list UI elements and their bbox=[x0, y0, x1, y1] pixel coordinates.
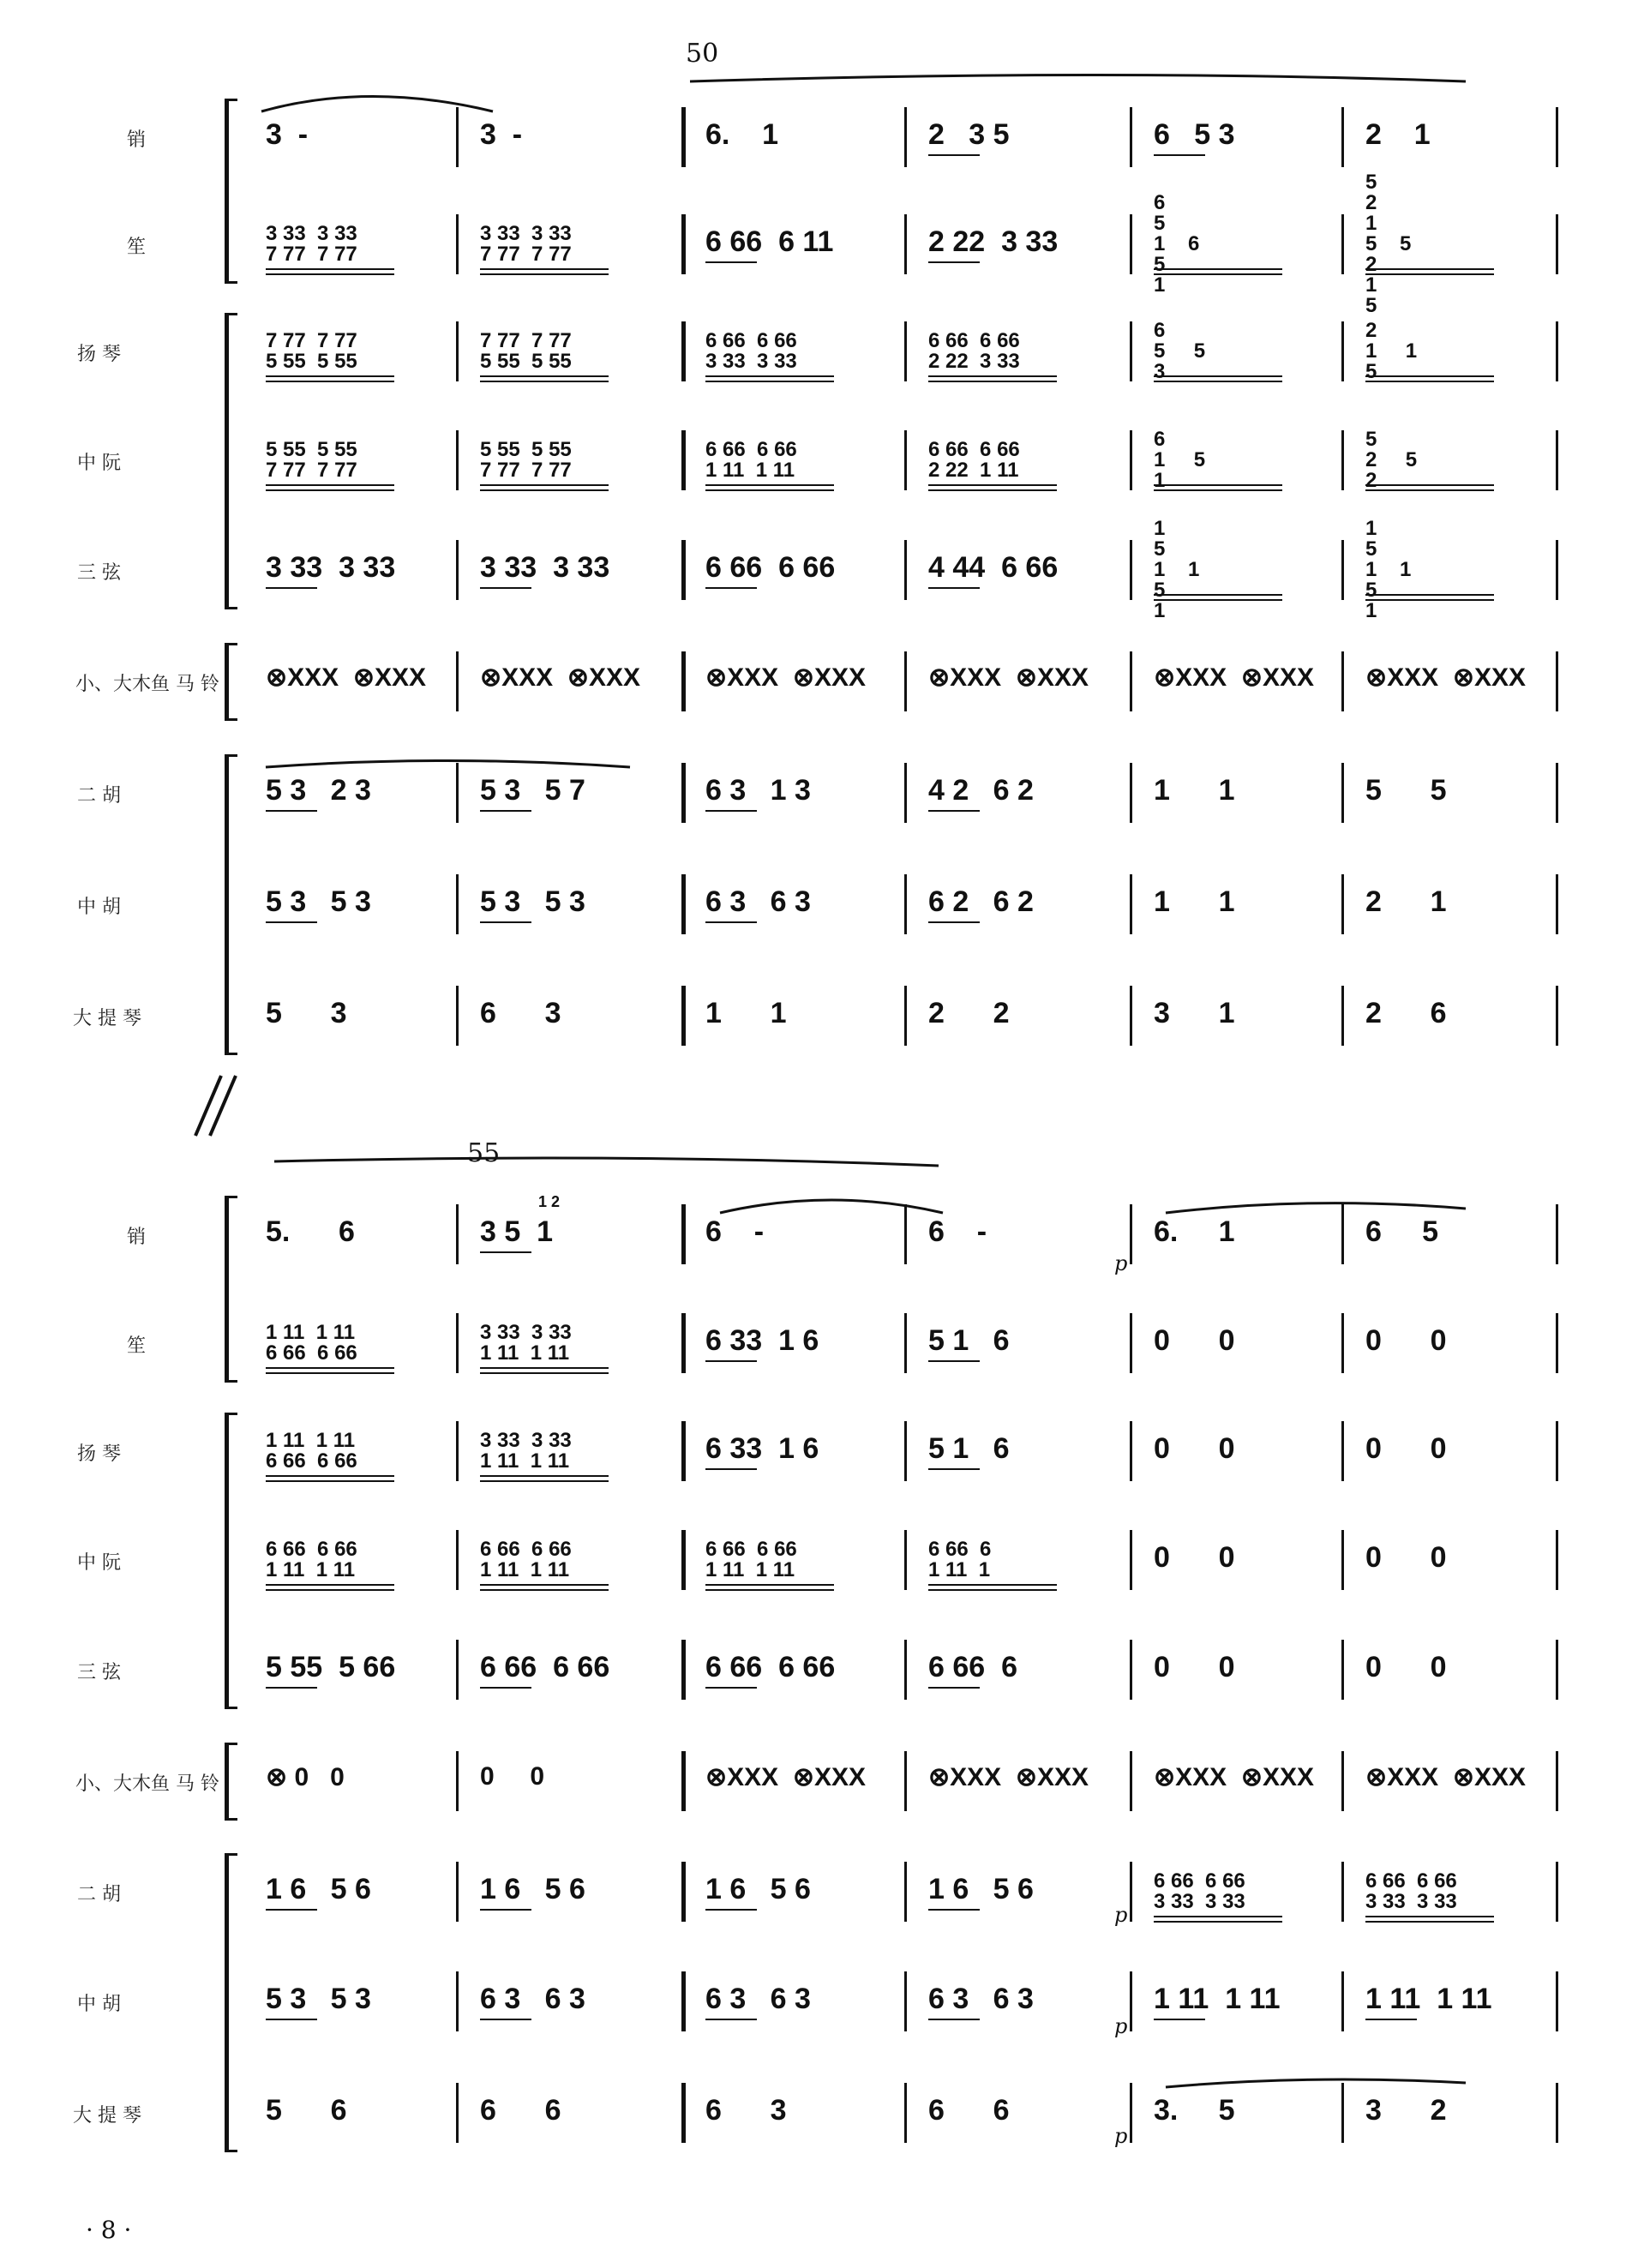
note-cell-erhu: 1 6 5 6 bbox=[705, 1873, 811, 1905]
note-cell-sanxian: 3 33 3 33 bbox=[480, 551, 610, 584]
note-cell-suona: 6 5 bbox=[1365, 1215, 1439, 1248]
note-cell-sheng: 6 5 1 6 5 1 bbox=[1154, 191, 1200, 297]
instrument-label: 中 胡 bbox=[77, 897, 121, 918]
note-cell-zhongruan: 6 66 6 66 1 11 1 11 bbox=[480, 1538, 572, 1581]
instrument-label: 二 胡 bbox=[77, 785, 121, 807]
note-cell-percussion: ⊗XXX ⊗XXX bbox=[705, 1763, 867, 1791]
note-cell-yangqin: 6 66 6 66 2 22 3 33 bbox=[928, 329, 1020, 373]
note-cell-percussion: 0 0 bbox=[480, 1762, 545, 1791]
note-cell-yangqin: 6 66 6 66 3 33 3 33 bbox=[705, 329, 797, 373]
note-cell-suona: 6 - bbox=[928, 1215, 987, 1248]
note-cell-cello: 6 3 bbox=[705, 2094, 787, 2127]
note-cell-percussion: ⊗XXX ⊗XXX bbox=[1154, 663, 1315, 692]
note-cell-erhu: 5 5 bbox=[1365, 774, 1447, 807]
note-cell-zhonghu: 1 1 bbox=[1154, 885, 1235, 918]
note-cell-sheng: 0 0 bbox=[1154, 1324, 1235, 1357]
instrument-label: 笙 bbox=[127, 1335, 147, 1357]
note-cell-percussion: ⊗XXX ⊗XXX bbox=[1365, 663, 1527, 692]
note-cell-yangqin: 0 0 bbox=[1365, 1432, 1447, 1465]
instrument-label: 销 bbox=[127, 129, 147, 151]
grace-note: 1 2 bbox=[538, 1193, 561, 1210]
dynamic-piano: p bbox=[1114, 2014, 1128, 2038]
note-cell-cello: 5 3 bbox=[266, 997, 347, 1029]
note-cell-sheng: 3 33 3 33 7 77 7 77 bbox=[266, 222, 357, 266]
note-cell-yangqin: 7 77 7 77 5 55 5 55 bbox=[480, 329, 572, 373]
note-cell-sanxian: 6 66 6 66 bbox=[480, 1651, 610, 1683]
note-cell-suona: 3 - bbox=[266, 118, 309, 151]
note-cell-erhu: 1 6 5 6 bbox=[266, 1873, 371, 1905]
note-cell-sheng: 0 0 bbox=[1365, 1324, 1447, 1357]
note-cell-cello: 6 3 bbox=[480, 997, 561, 1029]
note-cell-zhongruan: 6 66 6 66 2 22 1 11 bbox=[928, 438, 1020, 482]
instrument-label: 三 弦 bbox=[77, 1662, 121, 1683]
instrument-label: 大 提 琴 bbox=[73, 2105, 141, 2127]
note-cell-sanxian: 0 0 bbox=[1154, 1651, 1235, 1683]
note-cell-erhu: 1 1 bbox=[1154, 774, 1235, 807]
note-cell-zhongruan: 6 66 6 66 1 11 1 11 bbox=[705, 1538, 797, 1581]
instrument-label: 中 阮 bbox=[77, 1552, 121, 1574]
note-cell-sanxian: 1 5 1 1 5 1 bbox=[1154, 517, 1200, 622]
note-cell-sheng: 3 33 3 33 7 77 7 77 bbox=[480, 222, 572, 266]
note-cell-percussion: ⊗XXX ⊗XXX bbox=[266, 663, 427, 692]
slur bbox=[266, 761, 630, 768]
note-cell-sanxian: 5 55 5 66 bbox=[266, 1651, 396, 1683]
note-cell-sanxian: 0 0 bbox=[1365, 1651, 1447, 1683]
note-cell-erhu: 1 6 5 6 bbox=[928, 1873, 1034, 1905]
note-cell-suona: 6. 1 bbox=[1154, 1215, 1235, 1248]
note-cell-zhonghu: 6 3 6 3 bbox=[705, 1983, 811, 2015]
note-cell-yangqin: 5 1 6 bbox=[928, 1432, 1010, 1465]
instrument-label: 大 提 琴 bbox=[73, 1008, 141, 1029]
note-cell-erhu: 6 66 6 66 3 33 3 33 bbox=[1154, 1869, 1245, 1913]
slur bbox=[690, 75, 1466, 82]
note-cell-percussion: ⊗XXX ⊗XXX bbox=[1154, 1763, 1315, 1791]
note-cell-cello: 2 2 bbox=[928, 997, 1010, 1029]
system-break-slash bbox=[210, 1076, 236, 1136]
note-cell-percussion: ⊗XXX ⊗XXX bbox=[928, 1763, 1089, 1791]
note-cell-suona: 2 3 5 bbox=[928, 118, 1010, 151]
note-cell-yangqin: 3 33 3 33 1 11 1 11 bbox=[480, 1429, 572, 1473]
note-cell-zhongruan: 0 0 bbox=[1365, 1541, 1447, 1574]
note-cell-zhonghu: 6 3 6 3 bbox=[928, 1983, 1034, 2015]
note-cell-cello: 6 6 bbox=[928, 2094, 1010, 2127]
note-cell-percussion: ⊗ 0 0 bbox=[266, 1763, 345, 1791]
measure-number-50: 50 bbox=[686, 39, 719, 69]
note-cell-zhongruan: 6 1 5 1 bbox=[1154, 428, 1206, 492]
instrument-label: 三 弦 bbox=[77, 562, 121, 584]
note-cell-erhu: 5 3 2 3 bbox=[266, 774, 371, 807]
note-cell-zhonghu: 1 11 1 11 bbox=[1365, 1983, 1492, 2015]
note-cell-sheng: 5 1 6 bbox=[928, 1324, 1010, 1357]
note-cell-suona: 3 - bbox=[480, 118, 523, 151]
slur bbox=[720, 1200, 943, 1213]
page-number: · 8 · bbox=[86, 2216, 132, 2244]
note-cell-sheng: 1 11 1 11 6 66 6 66 bbox=[266, 1321, 357, 1365]
dynamic-piano: p bbox=[1114, 1903, 1128, 1927]
note-cell-cello: 1 1 bbox=[705, 997, 787, 1029]
instrument-label: 销 bbox=[127, 1227, 147, 1248]
system-break-slash bbox=[195, 1076, 221, 1136]
note-cell-zhongruan: 5 2 5 2 bbox=[1365, 428, 1418, 492]
note-cell-zhonghu: 6 3 6 3 bbox=[480, 1983, 585, 2015]
note-cell-zhonghu: 5 3 5 3 bbox=[266, 1983, 371, 2015]
note-cell-sanxian: 6 66 6 66 bbox=[705, 551, 836, 584]
note-cell-sheng: 3 33 3 33 1 11 1 11 bbox=[480, 1321, 572, 1365]
slur bbox=[261, 97, 493, 112]
note-cell-suona: 6. 1 bbox=[705, 118, 779, 151]
dynamic-piano: p bbox=[1114, 2124, 1128, 2148]
instrument-label: 小、大木鱼 马 铃 bbox=[75, 1773, 219, 1795]
slur bbox=[1166, 2079, 1466, 2087]
note-cell-percussion: ⊗XXX ⊗XXX bbox=[705, 663, 867, 692]
note-cell-sanxian: 6 66 6 66 bbox=[705, 1651, 836, 1683]
note-cell-cello: 3 1 bbox=[1154, 997, 1235, 1029]
note-cell-sheng: 6 66 6 11 bbox=[705, 225, 834, 258]
measure-number-55: 55 bbox=[467, 1138, 501, 1168]
instrument-label: 扬 琴 bbox=[77, 1443, 121, 1465]
note-cell-zhonghu: 6 3 6 3 bbox=[705, 885, 811, 918]
note-cell-zhonghu: 5 3 5 3 bbox=[266, 885, 371, 918]
note-cell-suona: 6 5 3 bbox=[1154, 118, 1235, 151]
note-cell-erhu: 6 66 6 66 3 33 3 33 bbox=[1365, 1869, 1457, 1913]
note-cell-percussion: ⊗XXX ⊗XXX bbox=[1365, 1763, 1527, 1791]
note-cell-zhongruan: 0 0 bbox=[1154, 1541, 1235, 1574]
slur bbox=[274, 1158, 939, 1166]
note-cell-cello: 6 6 bbox=[480, 2094, 561, 2127]
note-cell-sheng: 2 22 3 33 bbox=[928, 225, 1059, 258]
instrument-label: 中 胡 bbox=[77, 1994, 121, 2015]
instrument-label: 中 阮 bbox=[77, 453, 121, 474]
note-cell-erhu: 5 3 5 7 bbox=[480, 774, 585, 807]
note-cell-yangqin: 1 11 1 11 6 66 6 66 bbox=[266, 1429, 357, 1473]
note-cell-sanxian: 6 66 6 bbox=[928, 1651, 1017, 1683]
note-cell-sanxian: 1 5 1 1 5 1 bbox=[1365, 517, 1412, 622]
note-cell-suona: 2 1 bbox=[1365, 118, 1431, 151]
slur bbox=[1166, 1203, 1466, 1213]
note-cell-zhongruan: 6 66 6 66 1 11 1 11 bbox=[705, 438, 797, 482]
note-cell-sanxian: 4 44 6 66 bbox=[928, 551, 1059, 584]
note-cell-zhonghu: 2 1 bbox=[1365, 885, 1447, 918]
note-cell-zhonghu: 1 11 1 11 bbox=[1154, 1983, 1281, 2015]
note-cell-zhongruan: 6 66 6 66 1 11 1 11 bbox=[266, 1538, 357, 1581]
note-cell-erhu: 4 2 6 2 bbox=[928, 774, 1034, 807]
note-cell-cello: 3. 5 bbox=[1154, 2094, 1235, 2127]
note-cell-zhongruan: 5 55 5 55 7 77 7 77 bbox=[480, 438, 572, 482]
note-cell-percussion: ⊗XXX ⊗XXX bbox=[928, 663, 1089, 692]
note-cell-sheng: 5 2 1 5 5 2 1 5 bbox=[1365, 171, 1412, 317]
note-cell-suona: 6 - bbox=[705, 1215, 765, 1248]
note-cell-cello: 5 6 bbox=[266, 2094, 347, 2127]
note-cell-sheng: 6 33 1 6 bbox=[705, 1324, 819, 1357]
note-cell-percussion: ⊗XXX ⊗XXX bbox=[480, 663, 641, 692]
instrument-label: 小、大木鱼 马 铃 bbox=[75, 674, 219, 695]
note-cell-yangqin: 0 0 bbox=[1154, 1432, 1235, 1465]
note-cell-zhonghu: 5 3 5 3 bbox=[480, 885, 585, 918]
instrument-label: 二 胡 bbox=[77, 1884, 121, 1905]
note-cell-cello: 2 6 bbox=[1365, 997, 1447, 1029]
instrument-label: 扬 琴 bbox=[77, 344, 121, 365]
note-cell-cello: 3 2 bbox=[1365, 2094, 1447, 2127]
note-cell-yangqin: 6 33 1 6 bbox=[705, 1432, 819, 1465]
note-cell-suona: 5. 6 bbox=[266, 1215, 355, 1248]
dynamic-piano: p bbox=[1114, 1251, 1128, 1275]
note-cell-suona: 3 5 1 bbox=[480, 1215, 554, 1248]
note-cell-zhonghu: 6 2 6 2 bbox=[928, 885, 1034, 918]
note-cell-zhongruan: 6 66 6 1 11 1 bbox=[928, 1538, 992, 1581]
instrument-label: 笙 bbox=[127, 237, 147, 258]
note-cell-sanxian: 3 33 3 33 bbox=[266, 551, 396, 584]
note-cell-erhu: 6 3 1 3 bbox=[705, 774, 811, 807]
note-cell-yangqin: 6 5 5 3 bbox=[1154, 319, 1206, 383]
note-cell-erhu: 1 6 5 6 bbox=[480, 1873, 585, 1905]
note-cell-zhongruan: 5 55 5 55 7 77 7 77 bbox=[266, 438, 357, 482]
note-cell-yangqin: 2 1 1 5 bbox=[1365, 319, 1418, 383]
note-cell-yangqin: 7 77 7 77 5 55 5 55 bbox=[266, 329, 357, 373]
